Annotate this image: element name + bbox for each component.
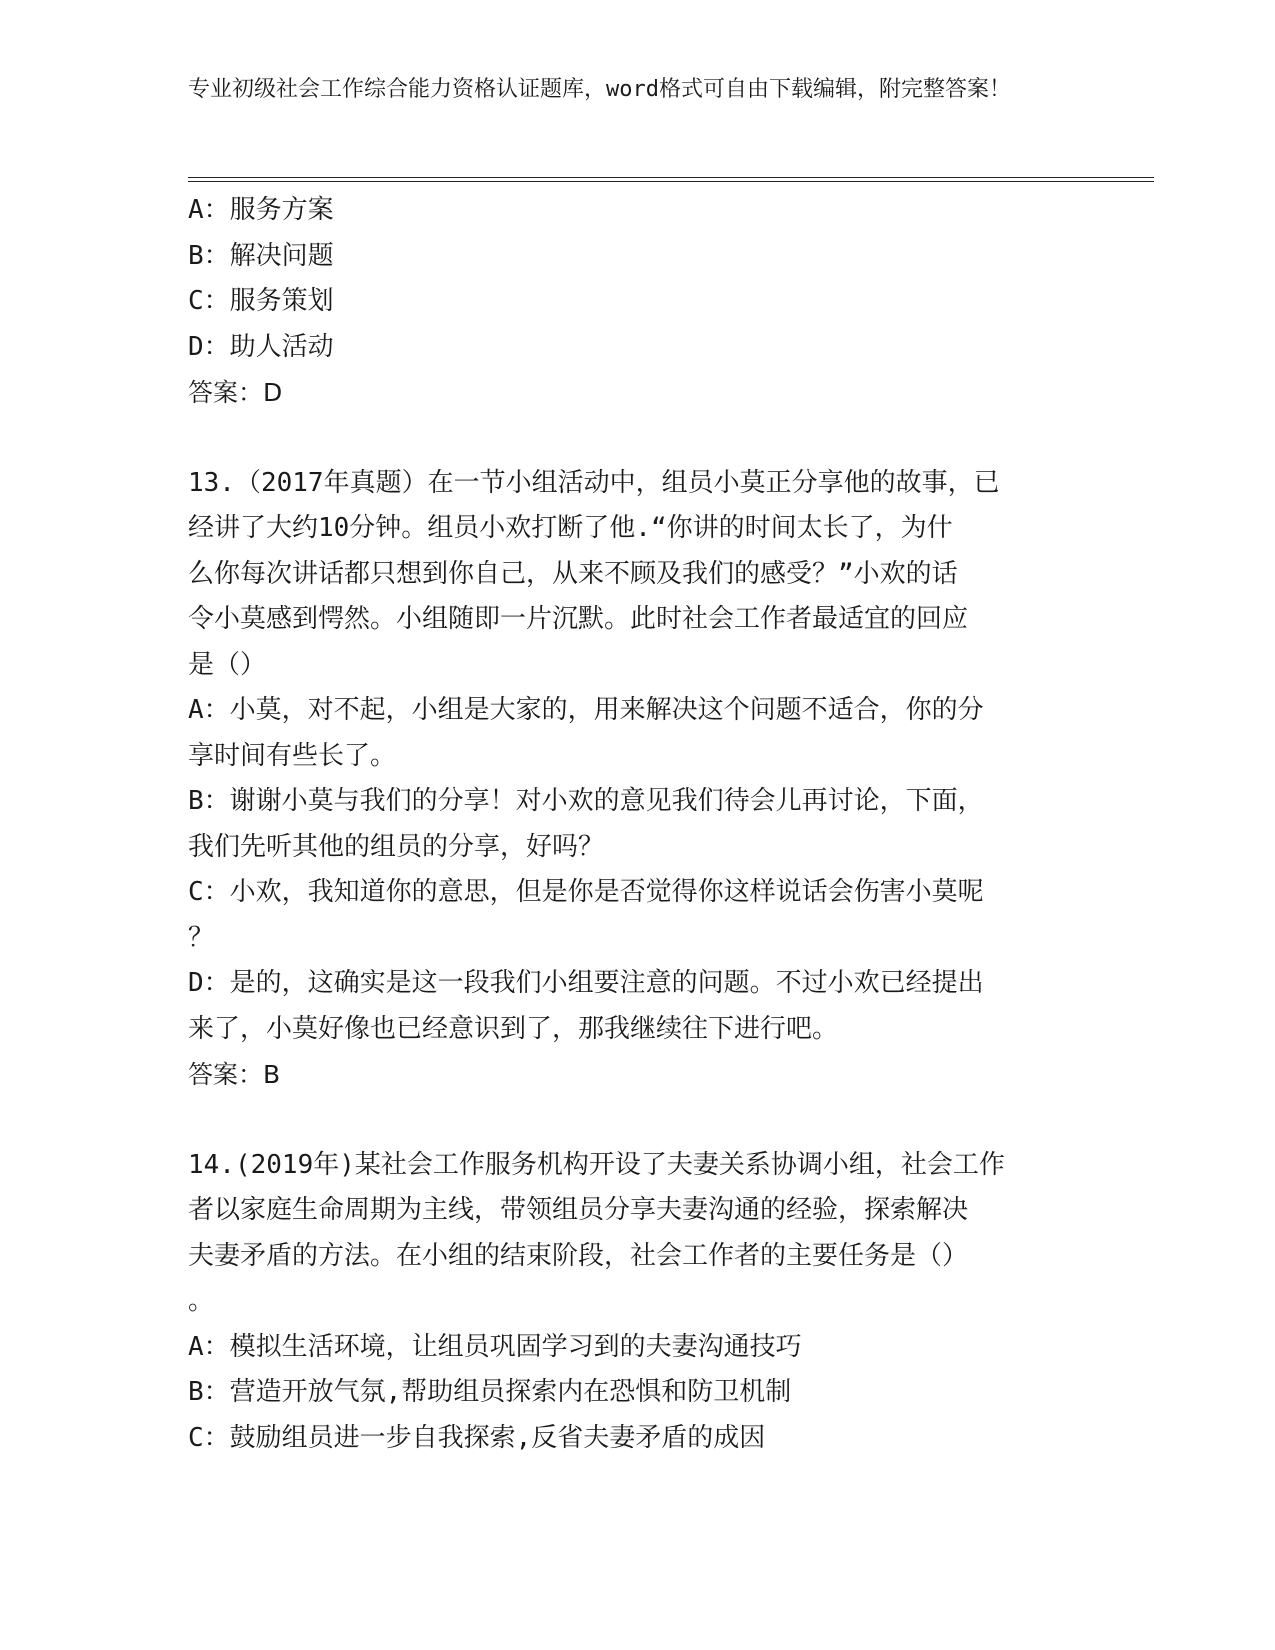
option-d: D：是的，这确实是这一段我们小组要注意的问题。不过小欢已经提出 xyxy=(188,968,984,998)
question-12-answer: 答案：D xyxy=(188,378,283,407)
question-14-options xyxy=(188,1325,1088,1462)
question-14-stem xyxy=(188,1143,1088,1325)
question-stem-line: 是（） xyxy=(188,649,267,680)
question-stem-line: 夫妻矛盾的方法。在小组的结束阶段，社会工作者的主要任务是（） xyxy=(188,1240,969,1271)
question-stem-line: 么你每次讲话都只想到你自己，从来不顾及我们的感受？”小欢的话 xyxy=(188,558,958,589)
option-d: D：助人活动 xyxy=(188,331,334,362)
question-stem-line: 。 xyxy=(188,1286,215,1316)
header-title: 专业初级社会工作综合能力资格认证题库，word格式可自由下载编辑，附完整答案！ xyxy=(188,77,1011,102)
option-c: C：鼓励组员进一步自我探索,反省夫妻矛盾的成因 xyxy=(188,1422,766,1453)
option-b: B：解决问题 xyxy=(188,240,334,271)
option-b-cont: 我们先听其他的组员的分享，好吗？ xyxy=(188,831,605,862)
question-stem-line: 经讲了大约10分钟。组员小欢打断了他.“你讲的时间太长了，为什 xyxy=(188,513,953,543)
question-stem-line: 令小莫感到愕然。小组随即一片沉默。此时社会工作者最适宜的回应 xyxy=(188,604,969,634)
document-header xyxy=(188,74,1068,106)
option-a: A：服务方案 xyxy=(188,195,334,225)
question-stem-line: 14.(2019年)某社会工作服务机构开设了夫妻关系协调小组，社会工作 xyxy=(188,1149,1005,1180)
question-13-answer: 答案：B xyxy=(188,1060,281,1089)
option-c: C：服务策划 xyxy=(188,286,334,316)
question-stem-line: 者以家庭生命周期为主线，带领组员分享夫妻沟通的经验，探索解决 xyxy=(188,1195,969,1225)
document-body xyxy=(188,188,1088,1461)
question-stem-line: 13.（2017年真题）在一节小组活动中，组员小莫正分享他的故事，已 xyxy=(188,467,1000,498)
question-13 xyxy=(188,461,1088,1098)
question-12-options xyxy=(188,188,1088,370)
option-a: A：小莫，对不起，小组是大家的，用来解决这个问题不适合，你的分 xyxy=(188,695,984,725)
question-13-options xyxy=(188,688,1088,1052)
option-c: C：小欢，我知道你的意思，但是你是否觉得你这样说话会伤害小莫呢 xyxy=(188,877,984,907)
option-d-cont: 来了，小莫好像也已经意识到了，那我继续往下进行吧。 xyxy=(188,1013,839,1044)
option-b: B：谢谢小莫与我们的分享！对小欢的意见我们待会儿再讨论，下面， xyxy=(188,786,984,816)
header-divider-bottom xyxy=(188,181,1154,182)
option-a: A：模拟生活环境，让组员巩固学习到的夫妻沟通技巧 xyxy=(188,1331,802,1362)
header-divider-top xyxy=(188,177,1154,178)
option-a-cont: 享时间有些长了。 xyxy=(188,740,397,771)
question-14 xyxy=(188,1143,1088,1462)
option-b: B：营造开放气氛,帮助组员探索内在恐惧和防卫机制 xyxy=(188,1377,792,1407)
question-13-stem xyxy=(188,461,1088,689)
option-c-cont: ？ xyxy=(188,922,215,953)
